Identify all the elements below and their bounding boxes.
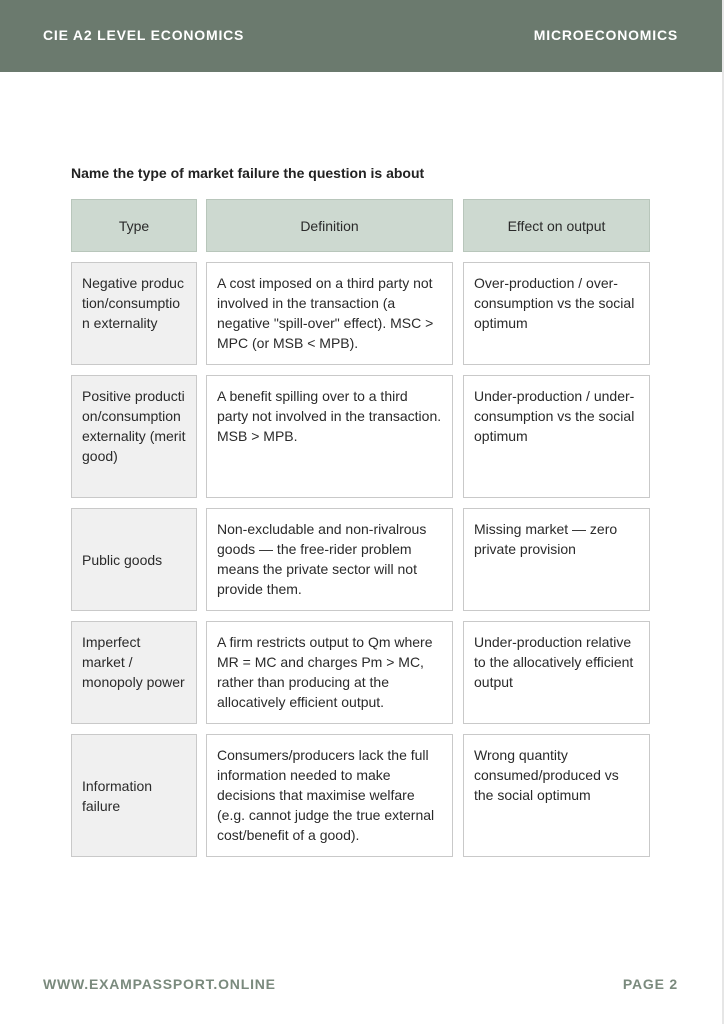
row-type: Imperfect market / monopoly power	[71, 621, 197, 724]
header-course-title: CIE A2 LEVEL ECONOMICS	[43, 27, 245, 43]
column-header-effect: Effect on output	[463, 199, 650, 252]
row-type: Negative production/consumption externality	[71, 262, 197, 365]
row-definition: A benefit spilling over to a third party not involved in the transaction. MSB > MPB.	[206, 375, 453, 498]
table-row	[71, 621, 650, 724]
table-row	[71, 262, 650, 365]
table-header-row	[71, 199, 650, 252]
row-effect: Under-production / under-consumption vs the social optimum	[463, 375, 650, 498]
row-effect: Missing market — zero private provision	[463, 508, 650, 611]
table-row	[71, 508, 650, 611]
column-header-definition: Definition	[206, 199, 453, 252]
row-type: Positive production/consumption externality (merit good)	[71, 375, 197, 498]
footer-website: WWW.EXAMPASSPORT.ONLINE	[43, 976, 276, 992]
header-topic: MICROECONOMICS	[533, 27, 678, 43]
row-type: Information failure	[71, 734, 197, 857]
table-row	[71, 734, 650, 857]
row-effect: Over-production / over-consumption vs the social optimum	[463, 262, 650, 365]
column-header-type: Type	[71, 199, 197, 252]
footer-page-number: PAGE 2	[622, 976, 678, 992]
row-definition: A firm restricts output to Qm where MR = MC and charges Pm > MC, rather than producing at the allocatively efficient output.	[206, 621, 453, 724]
question-prompt: Name the type of market failure the question is about	[71, 165, 425, 181]
table-row	[71, 375, 650, 498]
page-header	[0, 0, 724, 72]
row-effect: Wrong quantity consumed/produced vs the social optimum	[463, 734, 650, 857]
row-effect: Under-production relative to the allocatively efficient output	[463, 621, 650, 724]
row-type: Public goods	[71, 508, 197, 611]
row-definition: Consumers/producers lack the full information needed to make decisions that maximise welfare (e.g. cannot judge the true external cost/benefit of a good).	[206, 734, 453, 857]
row-definition: A cost imposed on a third party not involved in the transaction (a negative "spill-over" effect). MSC > MPC (or MSB < MPB).	[206, 262, 453, 365]
row-definition: Non-excludable and non-rivalrous goods — the free-rider problem means the private sector will not provide them.	[206, 508, 453, 611]
